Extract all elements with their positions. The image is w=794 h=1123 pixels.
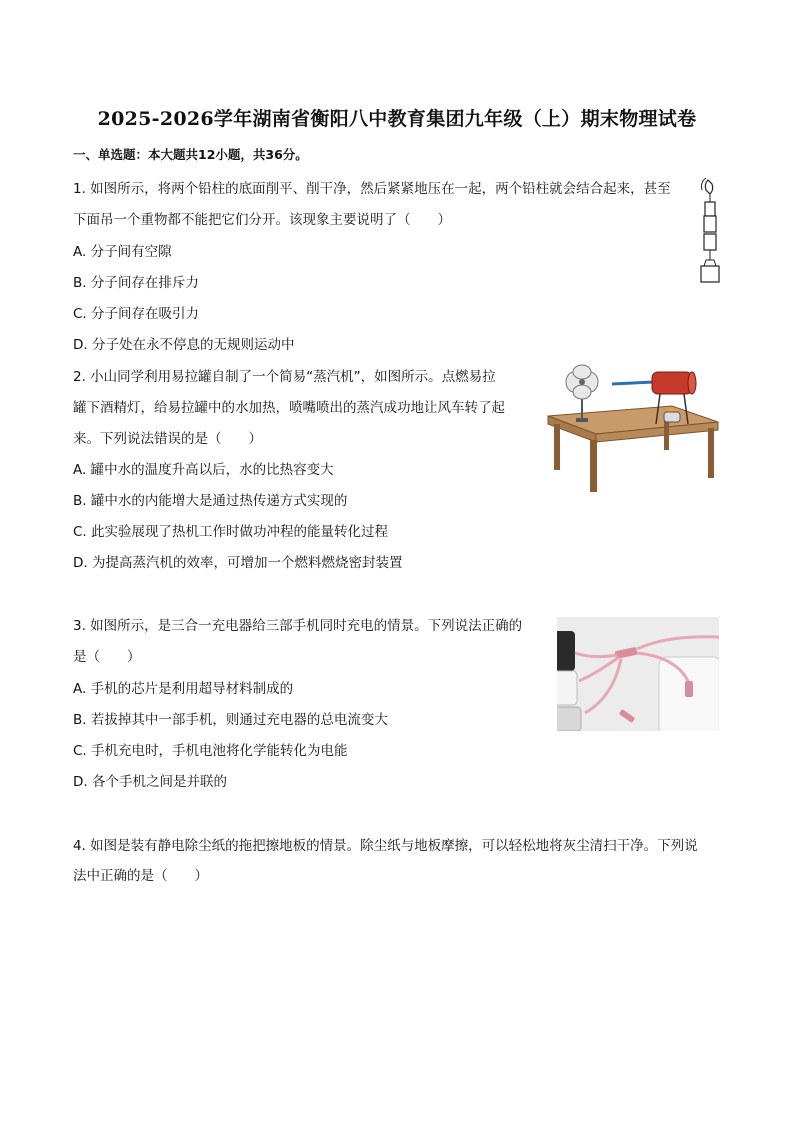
question-2-line-2: 罐下酒精灯，给易拉罐中的水加热，喷嘴喷出的蒸汽成功地让风车转了起 — [73, 400, 505, 416]
question-1-option-a: A. 分子间有空隙 — [73, 244, 172, 260]
question-2-line-1: 2. 小山同学利用易拉罐自制了一个简易“蒸汽机”，如图所示。点燃易拉 — [73, 369, 496, 385]
question-4-line-2: 法中正确的是（ ） — [73, 868, 208, 884]
question-2-option-c: C. 此实验展现了热机工作时做功冲程的能量转化过程 — [73, 524, 389, 540]
question-1-option-c: C. 分子间存在吸引力 — [73, 306, 200, 322]
question-1-option-d: D. 分子处在永不停息的无规则运动中 — [73, 337, 295, 353]
question-3-line-2: 是（ ） — [73, 649, 141, 665]
question-3-option-a: A. 手机的芯片是利用超导材料制成的 — [73, 681, 294, 697]
question-2-option-b: B. 罐中水的内能增大是通过热传递方式实现的 — [73, 493, 348, 509]
question-2-option-d: D. 为提高蒸汽机的效率，可增加一个燃料燃烧密封装置 — [73, 555, 403, 571]
question-3-option-b: B. 若拔掉其中一部手机，则通过充电器的总电流变大 — [73, 712, 388, 728]
question-2-option-a: A. 罐中水的温度升高以后，水的比热容变大 — [73, 462, 334, 478]
question-1-option-b: B. 分子间存在排斥力 — [73, 275, 199, 291]
question-3-option-c: C. 手机充电时，手机电池将化学能转化为电能 — [73, 743, 348, 759]
phone-charger-photo — [557, 617, 719, 731]
question-2-line-3: 来。下列说法错误的是（ ） — [73, 431, 262, 447]
question-1-line-2: 下面吊一个重物都不能把它们分开。该现象主要说明了（ ） — [73, 212, 451, 228]
lead-cylinders-figure — [696, 176, 728, 286]
page-title: 2025-2026学年湖南省衡阳八中教育集团九年级（上）期末物理试卷 — [97, 108, 697, 130]
steam-engine-figure — [544, 362, 722, 494]
section-heading: 一、单选题：本大题共12小题，共36分。 — [73, 147, 308, 162]
question-4-line-1: 4. 如图是装有静电除尘纸的拖把擦地板的情景。除尘纸与地板摩擦，可以轻松地将灰尘清扫干净。下列说 — [73, 838, 698, 854]
question-3-option-d: D. 各个手机之间是并联的 — [73, 774, 227, 790]
question-3-line-1: 3. 如图所示，是三合一充电器给三部手机同时充电的情景。下列说法正确的 — [73, 618, 523, 634]
question-1-line-1: 1. 如图所示，将两个铅柱的底面削平、削干净，然后紧紧地压在一起，两个铅柱就会结合起来，甚至 — [73, 181, 671, 197]
